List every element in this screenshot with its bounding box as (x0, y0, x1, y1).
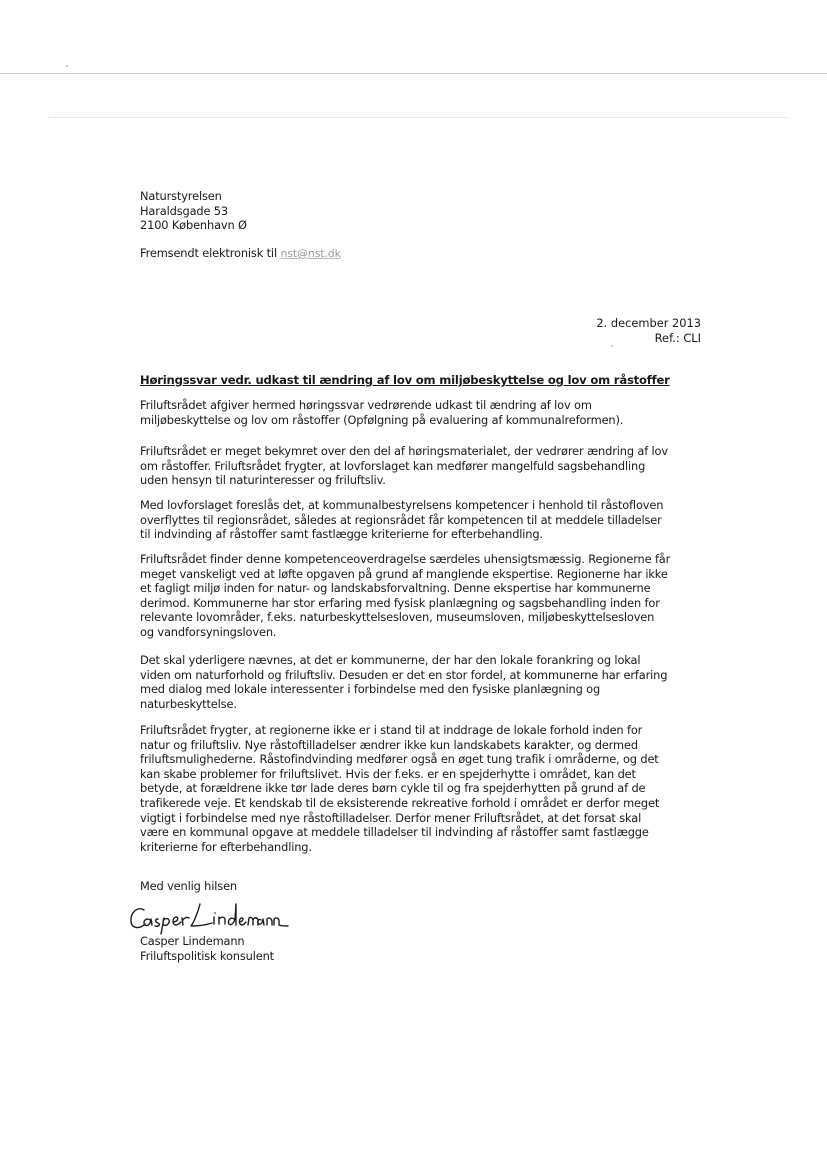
paragraph-line: trafikerede veje. Et kendskab til de eksisterende rekreative forhold i området er derfor meget (140, 795, 660, 810)
paragraph-6 (140, 723, 659, 854)
paragraph-line: natur og friluftsliv. Nye råstoftilladelser ændrer ikke kun landskabets karakter, og dermed (140, 737, 638, 752)
paragraph-line: et fagligt miljø inden for natur- og landskabsforvaltning. Denne ekspertise har kommunerne (140, 581, 651, 596)
recipient-street: Haraldsgade 53 (140, 203, 229, 218)
scan-edge-line (0, 73, 827, 74)
paragraph-line: Det skal yderligere nævnes, at det er kommunerne, der har den lokale forankring og lokal (140, 653, 641, 667)
letter-date: 2. december 2013 (596, 316, 701, 330)
paragraph-line: betyde, at forældrene ikke tør lade deres børn cykle til og fra spejderhytten på grund af de (140, 781, 646, 796)
recipient-address (140, 189, 247, 233)
paragraph-line: til indvinding af råstoffer samt fastlægge kriterierne for efterbehandling. (140, 527, 543, 542)
paragraph-line: relevante lovområder, f.eks. naturbeskyttelsesloven, museumsloven, miljøbeskyttelsesloven (140, 610, 655, 625)
paragraph-1 (140, 398, 623, 427)
paragraph-line: Friluftsrådet er meget bekymret over den del af høringsmaterialet, der vedrører ændring af lov (140, 444, 668, 458)
paragraph-line: kan skabe problemer for friluftslivet. Hvis der f.eks. er en spejderhytte i området, kan det (140, 766, 636, 781)
paragraph-line: Friluftsrådet frygter, at regionerne ikke er i stand til at inddrage de lokale forhold inden for (140, 723, 643, 737)
closing-greeting (140, 879, 237, 894)
recipient-name: Naturstyrelsen (140, 189, 222, 203)
paragraph-line: naturbeskyttelse. (140, 696, 237, 711)
paragraph-line: meget vanskeligt ved at løfte opgaven på grund af manglende ekspertise. Regionerne har ikke (140, 566, 668, 581)
paragraph-line: vigtigt i forbindelse med nye råstoftilladelser. Derfor mener Friluftsrådet, at det forsat skal (140, 810, 642, 825)
handwritten-signature (128, 896, 290, 938)
sent-prefix: Fremsendt elektronisk til (140, 246, 277, 260)
scan-edge-dotted-line (48, 117, 788, 118)
date-reference-block (596, 316, 701, 345)
signer-title: Friluftspolitisk konsulent (140, 948, 274, 963)
letter-reference: Ref.: CLI (654, 330, 701, 345)
paragraph-line: uden hensyn til naturinteresser og friluftsliv. (140, 473, 386, 488)
paragraph-line: viden om naturforhold og friluftsliv. Desuden er det en stor fordel, at kommunerne har erfaring (140, 667, 668, 682)
paragraph-line: om råstoffer. Friluftsrådet frygter, at lovforslaget kan medfører mangelfuld sagsbehandling (140, 458, 646, 473)
paragraph-line: miljøbeskyttelse og lov om råstoffer (Opfølgning på evaluering af kommunalreformen). (140, 412, 624, 427)
paragraph-2 (140, 444, 668, 488)
paragraph-line: Friluftsrådet finder denne kompetenceoverdragelse særdeles uhensigtsmæssig. Regionerne får (140, 552, 671, 566)
sent-electronically-line (140, 246, 341, 262)
paragraph-line: kriterierne for efterbehandling. (140, 839, 312, 854)
letter-subject: Høringssvar vedr. udkast til ændring af lov om miljøbeskyttelse og lov om råstoffer (140, 373, 670, 387)
signer-name: Casper Lindemann (140, 934, 245, 948)
recipient-city: 2100 København Ø (140, 218, 247, 233)
paragraph-line: være en kommunal opgave at meddele tilladelser til indvinding af råstoffer samt fastlægge (140, 825, 649, 840)
paragraph-line: Med lovforslaget foreslås det, at kommunalbestyrelsens kompetencer i henhold til råstofloven (140, 498, 664, 512)
closing-text: Med venlig hilsen (140, 879, 237, 893)
scan-speck (611, 345, 613, 347)
paragraph-line: friluftsmulighederne. Råstofindvinding medfører også en øget tung trafik i områderne, og det (140, 752, 659, 767)
paragraph-line: Friluftsrådet afgiver hermed høringssvar vedrørende udkast til ændring af lov om (140, 398, 592, 412)
paragraph-5 (140, 653, 667, 711)
paragraph-line: med dialog med lokale interessenter i forbindelse med den fysiske planlægning og (140, 682, 601, 697)
scan-speck (66, 65, 68, 67)
paragraph-line: og vandforsyningsloven. (140, 624, 277, 639)
paragraph-4 (140, 552, 670, 640)
paragraph-3 (140, 498, 663, 542)
paragraph-line: derimod. Kommunerne har stor erfaring med fysisk planlægning og sagsbehandling inden for (140, 595, 660, 610)
paragraph-line: overflyttes til regionsrådet, således at regionsrådet får kompetencen til at meddele tilladelser (140, 512, 662, 527)
recipient-email-link[interactable]: nst@nst.dk (280, 247, 341, 260)
signer-block (140, 934, 274, 963)
